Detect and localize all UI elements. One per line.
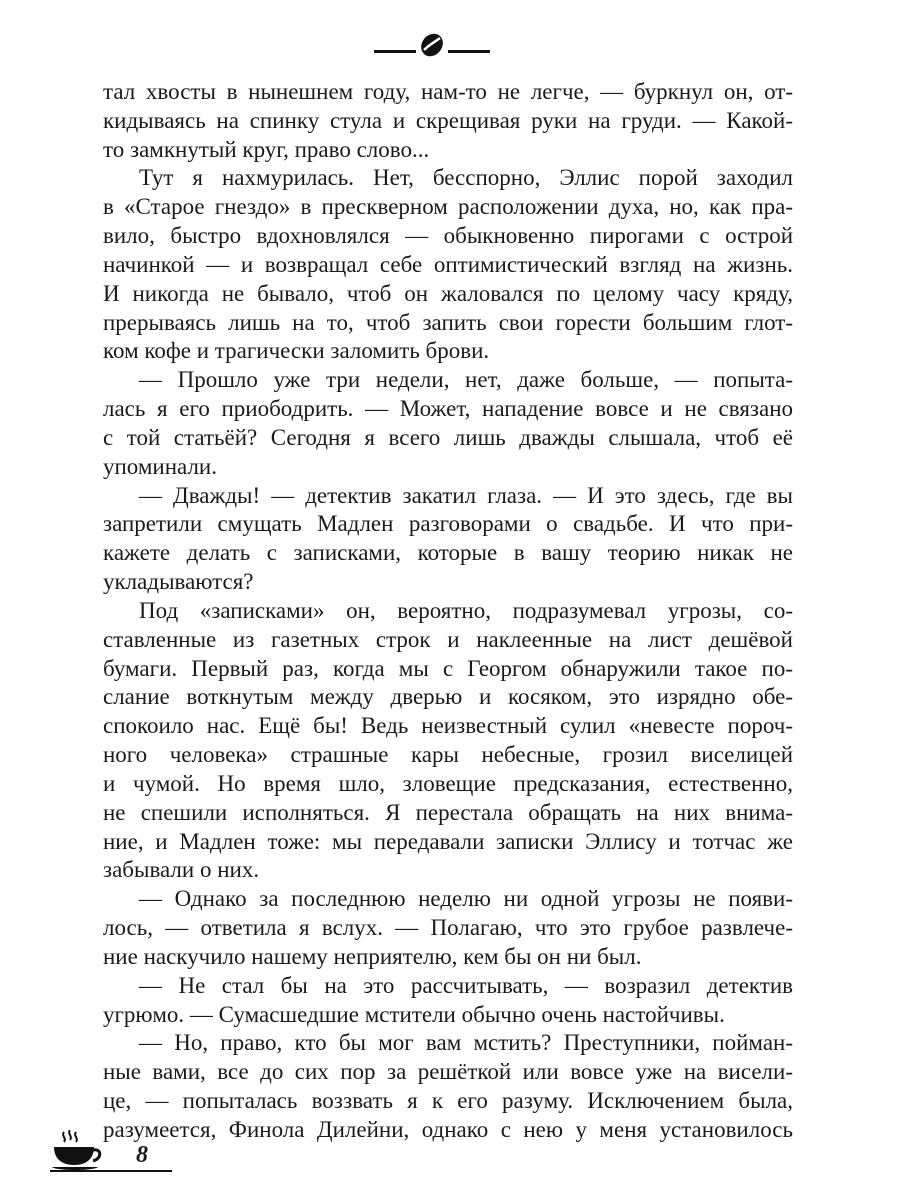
page-footer <box>50 1130 172 1178</box>
text-line: це, — попыталась воззвать я к его разуму. Исключением была, <box>103 1087 793 1113</box>
body-text <box>103 78 793 1145</box>
text-line: Под «записками» он, вероятно, подразумевал угрозы, со- <box>139 597 793 623</box>
text-line: лась я его приободрить. — Может, нападение вовсе и не связано <box>103 396 793 422</box>
text-line: — Дважды! — детектив закатил глаза. — И это здесь, где вы <box>139 482 793 508</box>
text-line: бумаги. Первый раз, когда мы с Георгом обнаружили такое по- <box>103 655 793 681</box>
text-line: ного человека» страшные кары небесные, грозил виселицей <box>103 742 793 768</box>
text-line: ные вами, все до сих пор за решёткой или вовсе уже на висели- <box>103 1059 793 1085</box>
text-line: с той статьёй? Сегодня я всего лишь дважды слышала, чтоб её <box>103 424 793 450</box>
text-line: — Прошло уже три недели, нет, даже больше, — попыта- <box>139 367 793 393</box>
text-line: Тут я нахмурилась. Нет, бесспорно, Эллис порой заходил <box>139 165 793 191</box>
text-line: И никогда не бывало, чтоб он жаловался по целому часу кряду, <box>103 280 793 306</box>
header-rule-left <box>374 50 416 53</box>
text-line: тал хвосты в нынешнем году, нам-то не легче, — буркнул он, от- <box>103 79 793 104</box>
text-line: угрюмо. — Сумасшедшие мстители обычно очень настойчивы. <box>103 1001 725 1027</box>
text-line: запретили смущать Мадлен разговорами о свадьбе. И что при- <box>103 511 793 537</box>
text-line: не спешили исполняться. Я перестала обращать на них внима- <box>103 799 793 825</box>
text-line: — Но, право, кто бы мог вам мстить? Преступники, пойман- <box>139 1030 793 1056</box>
text-line: то замкнутый круг, право слово... <box>103 136 430 162</box>
text-line: упоминали. <box>103 453 217 479</box>
coffee-bean-icon <box>418 30 446 58</box>
page-header-ornament <box>374 30 490 60</box>
footer-rule <box>50 1170 172 1172</box>
text-line: прерываясь лишь на то, чтоб запить свои горести большим глот- <box>103 309 793 335</box>
text-line: ние, и Мадлен тоже: мы передавали записки Эллису и тотчас же <box>103 828 793 854</box>
text-line: ком кофе и трагически заломить брови. <box>103 338 490 364</box>
text-line: — Однако за последнюю неделю ни одной угрозы не появи- <box>139 886 793 912</box>
text-line: кажете делать с записками, которые в вашу теорию никак не <box>103 540 793 566</box>
text-line: и чумой. Но время шло, зловещие предсказания, естественно, <box>103 770 793 796</box>
text-line: спокоило нас. Ещё бы! Ведь неизвестный сулил «невесте пороч- <box>103 713 793 739</box>
header-rule-right <box>448 50 490 53</box>
text-line: ставленные из газетных строк и наклеенные на лист дешёвой <box>103 626 793 652</box>
coffee-cup-icon <box>50 1130 112 1172</box>
page-number: 8 <box>136 1142 148 1168</box>
text-line: в «Старое гнездо» в прескверном расположении духа, но, как пра- <box>103 194 793 220</box>
text-line: забывали о них. <box>103 857 260 883</box>
text-line: вило, быстро вдохновлялся — обыкновенно пирогами с острой <box>103 223 793 249</box>
text-line: укладываются? <box>103 569 254 595</box>
text-line: начинкой — и возвращал себе оптимистический взгляд на жизнь. <box>103 251 793 277</box>
text-line: слание воткнутым между дверью и косяком, это изрядно обе- <box>103 684 793 710</box>
text-line: разумеется, Финола Дилейни, однако с нею у меня установилось <box>103 1116 793 1142</box>
text-line: ние наскучило нашему неприятелю, кем бы он ни был. <box>103 943 642 969</box>
text-line: — Не стал бы на это рассчитывать, — возразил детектив <box>139 972 793 998</box>
text-line: кидываясь на спинку стула и скрещивая руки на груди. — Какой- <box>103 107 793 133</box>
text-line: лось, — ответила я вслух. — Полагаю, что это грубое развлече- <box>103 915 793 941</box>
